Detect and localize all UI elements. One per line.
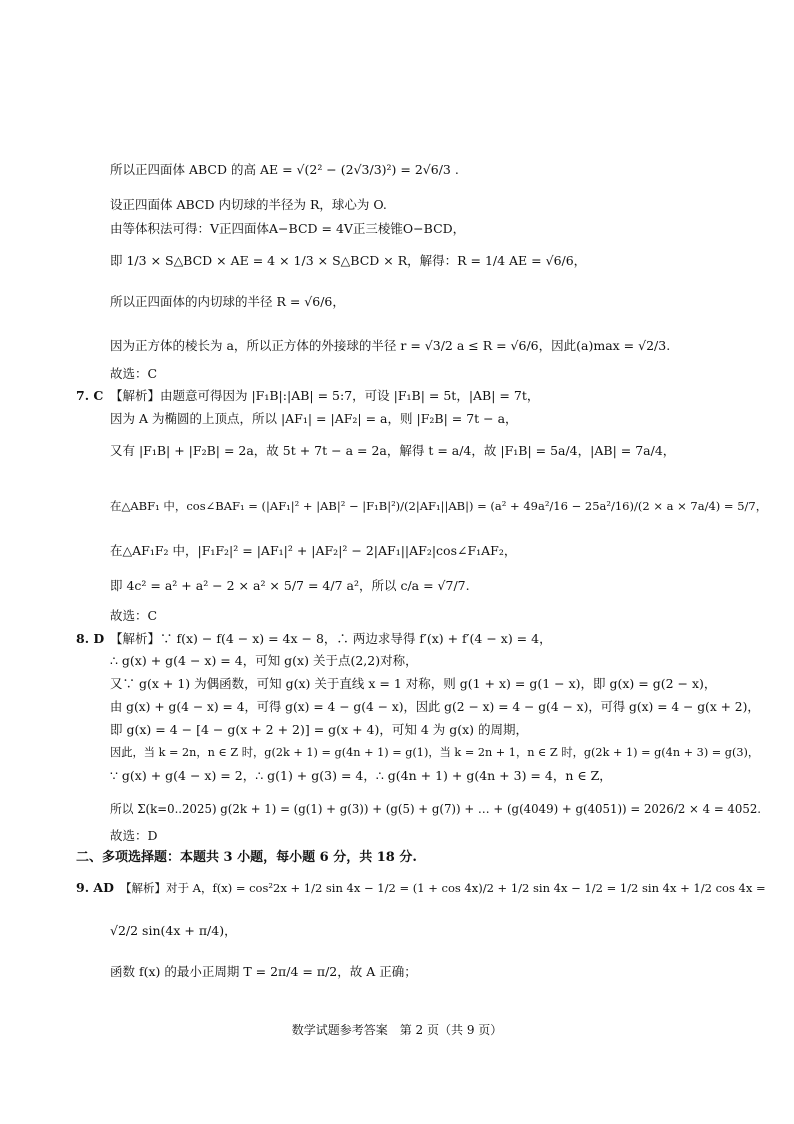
text-line: 因为正方体的棱长为 a，所以正方体的外接球的半径 r = √3/2 a ≤ R = √6/6，因此(a)max = √2/3.: [110, 338, 671, 353]
page-footer: 数学试题参考答案 第 2 页（共 9 页）: [291, 1023, 503, 1037]
text-line: 所以正四面体的内切球的半径 R = √6/6，: [110, 294, 345, 309]
text-line: 【解析】由题意可得因为 |F₁B|:|AB| = 5:7，可设 |F₁B| = 5t，|AB| = 7t，: [110, 388, 540, 403]
text-line: 故选：C: [110, 366, 158, 381]
text-line: √2/2 sin(4x + π/4)，: [110, 923, 237, 938]
text-line: 又∵ g(x + 1) 为偶函数，可知 g(x) 关于直线 x = 1 对称，则 g(1 + x) = g(1 − x)，即 g(x) = g(2 − x)，: [110, 676, 717, 691]
text-line: 由 g(x) + g(4 − x) = 4，可得 g(x) = 4 − g(4 − x)，因此 g(2 − x) = 4 − g(4 − x)，可得 g(x) = 4 − g(x + 2)，: [110, 700, 760, 714]
text-line: 故选：C: [110, 608, 158, 623]
text-line: 设正四面体 ABCD 内切球的半径为 R，球心为 O.: [110, 197, 387, 212]
text-line: 即 1/3 × S△BCD × AE = 4 × 1/3 × S△BCD × R，解得：R = 1/4 AE = √6/6，: [110, 253, 587, 268]
text-line: 因为 A 为椭圆的上顶点，所以 |AF₁| = |AF₂| = a，则 |F₂B| = 7t − a，: [110, 411, 518, 426]
text-line: 故选：D: [110, 828, 158, 843]
question-number: 7. C: [76, 388, 104, 403]
section-heading: 二、多项选择题：本题共 3 小题，每小题 6 分，共 18 分.: [76, 850, 417, 865]
text-line: ∴ g(x) + g(4 − x) = 4，可知 g(x) 关于点(2,2)对称，: [110, 653, 418, 668]
text-line: 所以 Σ(k=0..2025) g(2k + 1) = (g(1) + g(3)) + (g(5) + g(7)) + … + (g(4049) + g(4051)) = 2026/2 × 4 = 4052.: [110, 802, 762, 816]
question-number: 8. D: [76, 631, 105, 646]
text-line: 即 g(x) = 4 − [4 − g(x + 2 + 2)] = g(x + 4)，可知 4 为 g(x) 的周期，: [110, 722, 528, 737]
text-line: 又有 |F₁B| + |F₂B| = 2a，故 5t + 7t − a = 2a，解得 t = a/4，故 |F₁B| = 5a/4，|AB| = 7a/4，: [110, 443, 676, 458]
text-line: 【解析】对于 A，f(x) = cos²2x + 1/2 sin 4x − 1/2 = (1 + cos 4x)/2 + 1/2 sin 4x − 1/2 = 1/2 sin 4x + 1/2 cos 4x =: [120, 881, 766, 895]
question-number: 9. AD: [76, 880, 114, 895]
text-line: 由等体积法可得：V正四面体A−BCD = 4V正三棱锥O−BCD，: [110, 221, 466, 236]
text-line: 在△AF₁F₂ 中，|F₁F₂|² = |AF₁|² + |AF₂|² − 2|AF₁||AF₂|cos∠F₁AF₂，: [110, 543, 517, 558]
text-line: 函数 f(x) 的最小正周期 T = 2π/4 = π/2，故 A 正确；: [110, 964, 417, 979]
text-line: 因此，当 k = 2n，n ∈ Z 时，g(2k + 1) = g(4n + 1) = g(1)，当 k = 2n + 1，n ∈ Z 时，g(2k + 1) = g(4n + 3) = g(3)，: [110, 746, 760, 759]
text-line: 在△ABF₁ 中，cos∠BAF₁ = (|AF₁|² + |AB|² − |F₁B|²)/(2|AF₁||AB|) = (a² + 49a²/16 − 25a²/16)/(2 × a × 7a/4) = 5/7，: [110, 499, 768, 513]
text-line: 即 4c² = a² + a² − 2 × a² × 5/7 = 4/7 a²，所以 c/a = √7/7.: [110, 578, 470, 593]
text-line: 【解析】∵ f(x) − f(4 − x) = 4x − 8，∴ 两边求导得 f′(x) + f′(4 − x) = 4，: [110, 631, 552, 646]
text-line: ∵ g(x) + g(4 − x) = 2，∴ g(1) + g(3) = 4，∴ g(4n + 1) + g(4n + 3) = 4，n ∈ Z，: [110, 768, 612, 783]
text-line: 所以正四面体 ABCD 的高 AE = √(2² − (2√3/3)²) = 2√6/3 .: [110, 162, 459, 177]
